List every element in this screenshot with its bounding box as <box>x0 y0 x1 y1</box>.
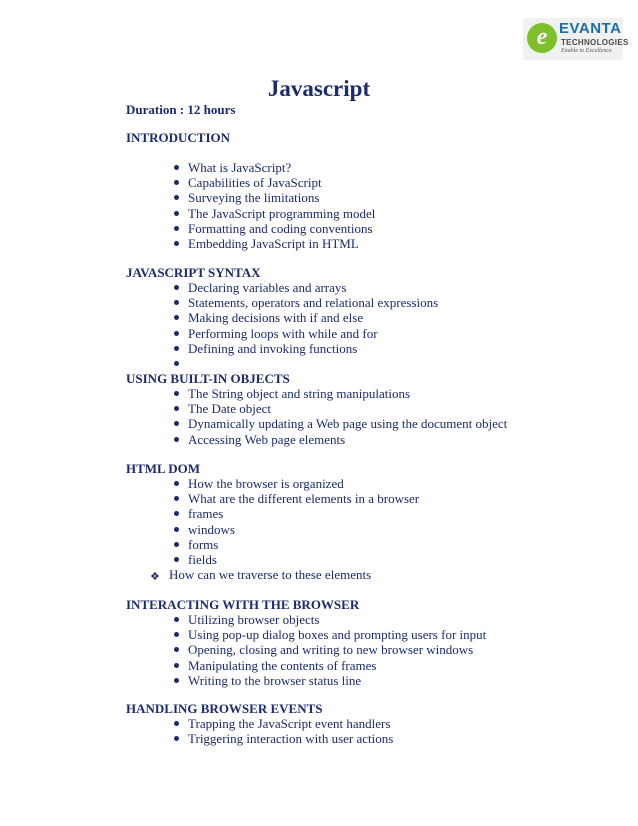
section-list-introduction <box>126 160 375 251</box>
diamond-bullet-icon: ❖ <box>150 570 160 584</box>
list-item: Surveying the limitations <box>126 190 375 205</box>
section-list-javascript-syntax <box>126 280 438 371</box>
section-heading-browser-events: HANDLING BROWSER EVENTS <box>126 701 323 716</box>
list-item <box>126 356 438 371</box>
list-item: Utilizing browser objects <box>126 612 486 627</box>
list-item: forms <box>126 537 419 552</box>
list-item: Declaring variables and arrays <box>126 280 438 295</box>
section-heading-javascript-syntax: JAVASCRIPT SYNTAX <box>126 265 261 280</box>
list-item: Triggering interaction with user actions <box>126 731 393 746</box>
company-logo <box>523 18 629 60</box>
list-item: The JavaScript programming model <box>126 206 375 221</box>
course-duration: Duration : 12 hours <box>126 102 236 117</box>
section-heading-introduction: INTRODUCTION <box>126 130 231 145</box>
list-item: fields <box>126 552 419 567</box>
list-item: Statements, operators and relational expressions <box>126 295 438 310</box>
section-list-interacting-browser <box>126 612 486 688</box>
section-heading-html-dom: HTML DOM <box>126 461 201 476</box>
page-title: Javascript <box>267 76 371 101</box>
list-item: The String object and string manipulations <box>126 386 507 401</box>
logo-name: EVANTA <box>559 20 622 37</box>
list-item: Trapping the JavaScript event handlers <box>126 716 393 731</box>
list-item: Making decisions with if and else <box>126 310 438 325</box>
list-item: frames <box>126 506 419 521</box>
logo-tagline: Enable to Excellence <box>561 48 612 54</box>
list-item: Opening, closing and writing to new browser windows <box>126 642 486 657</box>
list-item: The Date object <box>126 401 507 416</box>
list-item: Formatting and coding conventions <box>126 221 375 236</box>
section-heading-built-in-objects: USING BUILT-IN OBJECTS <box>126 371 290 386</box>
list-item: Defining and invoking functions <box>126 341 438 356</box>
logo-subtitle: TECHNOLOGIES <box>561 38 629 47</box>
list-item: Using pop-up dialog boxes and prompting users for input <box>126 627 486 642</box>
list-item: Embedding JavaScript in HTML <box>126 236 375 251</box>
list-item-text: How can we traverse to these elements <box>169 567 372 583</box>
section-list-html-dom <box>126 476 419 582</box>
list-item-diamond <box>126 567 419 582</box>
section-heading-interacting-browser: INTERACTING WITH THE BROWSER <box>126 597 360 612</box>
list-item: Dynamically updating a Web page using the document object <box>126 416 507 431</box>
list-item: Accessing Web page elements <box>126 432 507 447</box>
section-list-browser-events <box>126 716 393 746</box>
list-item: What is JavaScript? <box>126 160 375 175</box>
section-list-built-in-objects <box>126 386 507 447</box>
list-item: Capabilities of JavaScript <box>126 175 375 190</box>
list-item: Writing to the browser status line <box>126 673 486 688</box>
list-item: Performing loops with while and for <box>126 326 438 341</box>
logo-emblem: e <box>527 23 557 53</box>
list-item: How the browser is organized <box>126 476 419 491</box>
list-item: windows <box>126 522 419 537</box>
list-item: What are the different elements in a browser <box>126 491 419 506</box>
list-item: Manipulating the contents of frames <box>126 658 486 673</box>
